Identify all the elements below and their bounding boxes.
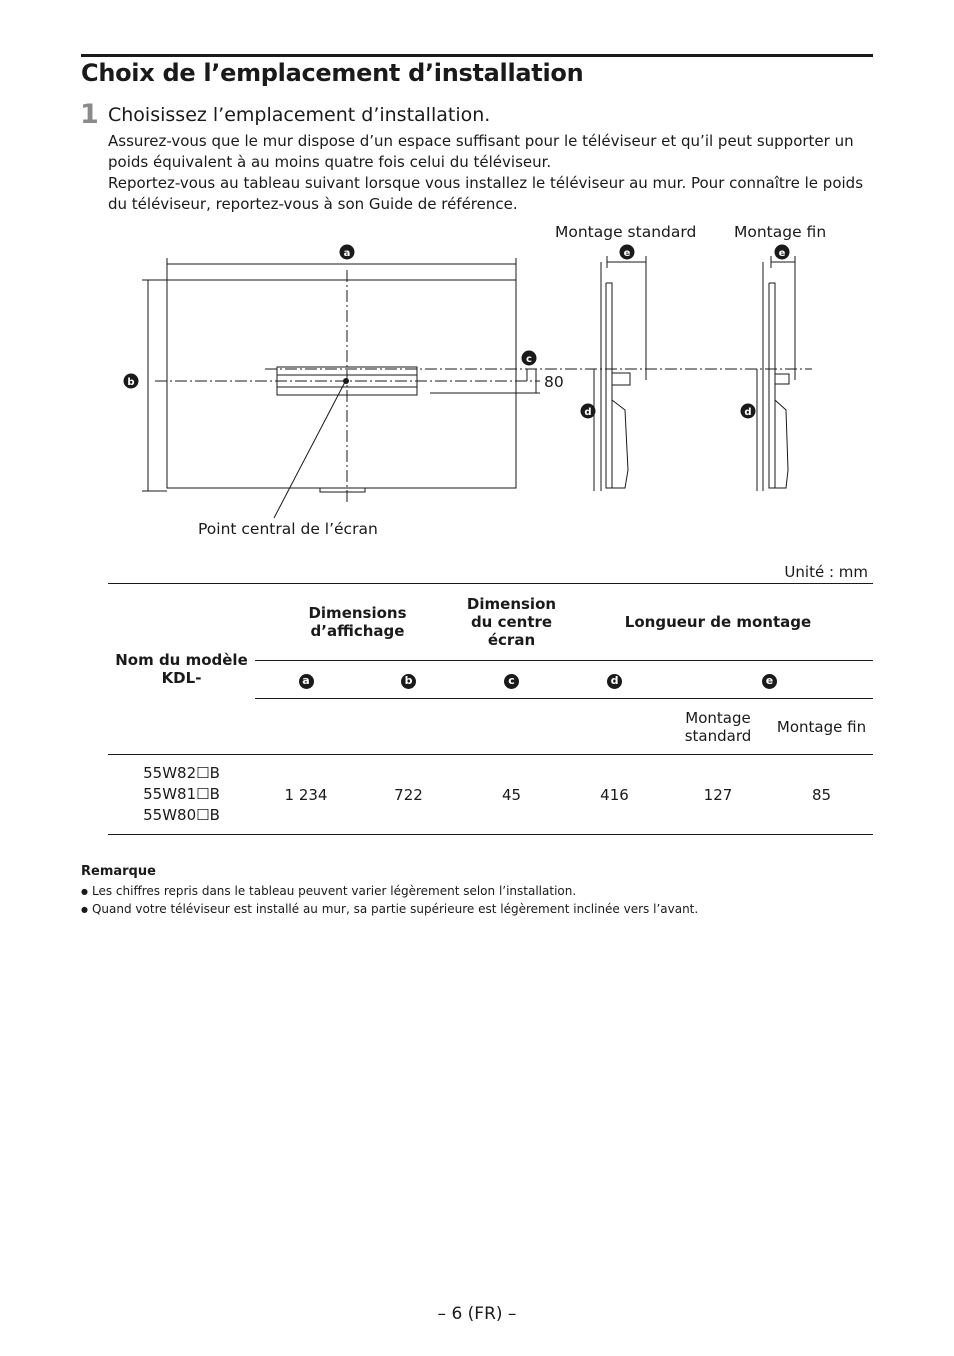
step-number: 1 [80, 99, 99, 130]
header-display: Dimensions d’affichage [255, 584, 460, 661]
value-d: 416 [563, 755, 666, 835]
tv-front-outline [167, 280, 516, 488]
marker-a: a [299, 674, 314, 689]
marker-e-standard: e [623, 248, 631, 259]
remark-title: Remarque [81, 864, 156, 879]
marker-d: d [607, 674, 622, 689]
marker-b: b [401, 674, 416, 689]
unit-label: Unité : mm [784, 563, 868, 581]
value-b: 722 [357, 755, 460, 835]
marker-a: a [343, 248, 351, 259]
marker-b: b [127, 377, 135, 388]
value-a: 1 234 [255, 755, 357, 835]
side-tv-thin [769, 283, 775, 488]
page-number: – 6 (FR) – [437, 1304, 517, 1324]
header-center: Dimension du centre écran [460, 584, 563, 661]
marker-e-thin: e [778, 248, 786, 259]
value-e-thin: 85 [770, 755, 873, 835]
marker-d-thin: d [744, 407, 752, 418]
marker-c: c [504, 674, 519, 689]
screen-center-point [343, 378, 349, 384]
marker-c: c [526, 354, 532, 365]
remark-list [81, 883, 698, 919]
center-leader-line [274, 382, 345, 518]
step-title: Choisissez l’emplacement d’installation. [108, 104, 491, 126]
header-mount: Longueur de montage [563, 584, 873, 661]
intro-paragraph-2: Reportez-vous au tableau suivant lorsque vous installez le téléviseur au mur. Pour connaître le poids du téléviseur, reportez-vous à son Guide de référence. [108, 174, 864, 213]
header-model: Nom du modèle KDL- [108, 584, 255, 755]
subheader-thin: Montage fin [770, 699, 873, 755]
page-title: Choix de l’emplacement d’installation [81, 59, 584, 87]
value-c: 45 [460, 755, 563, 835]
dimension-80: 80 [544, 373, 564, 391]
list-item: ● Quand votre téléviseur est installé au mur, sa partie supérieure est légèrement inclinée vers l’avant. [81, 901, 698, 919]
tv-stand-tab [320, 488, 365, 492]
installation-diagram [0, 0, 954, 560]
label-montage-fin: Montage fin [734, 223, 827, 241]
marker-d-standard: d [584, 407, 592, 418]
dimensions-table [108, 583, 873, 835]
label-montage-standard: Montage standard [555, 223, 697, 241]
list-item: ● Les chiffres repris dans le tableau peuvent varier légèrement selon l’installation. [81, 883, 698, 901]
subheader-standard: Montage standard [666, 699, 770, 755]
model-names: 55W82☐B 55W81☐B 55W80☐B [108, 755, 255, 835]
side-tv-standard [606, 283, 612, 488]
intro-paragraph-1: Assurez-vous que le mur dispose d’un espace suffisant pour le téléviseur et qu’il peut supporter un poids équivalent à au moins quatre fois celui du téléviseur. [108, 132, 854, 171]
label-center-point: Point central de l’écran [198, 520, 378, 538]
table-row [108, 755, 873, 835]
value-e-standard: 127 [666, 755, 770, 835]
marker-e: e [762, 674, 777, 689]
